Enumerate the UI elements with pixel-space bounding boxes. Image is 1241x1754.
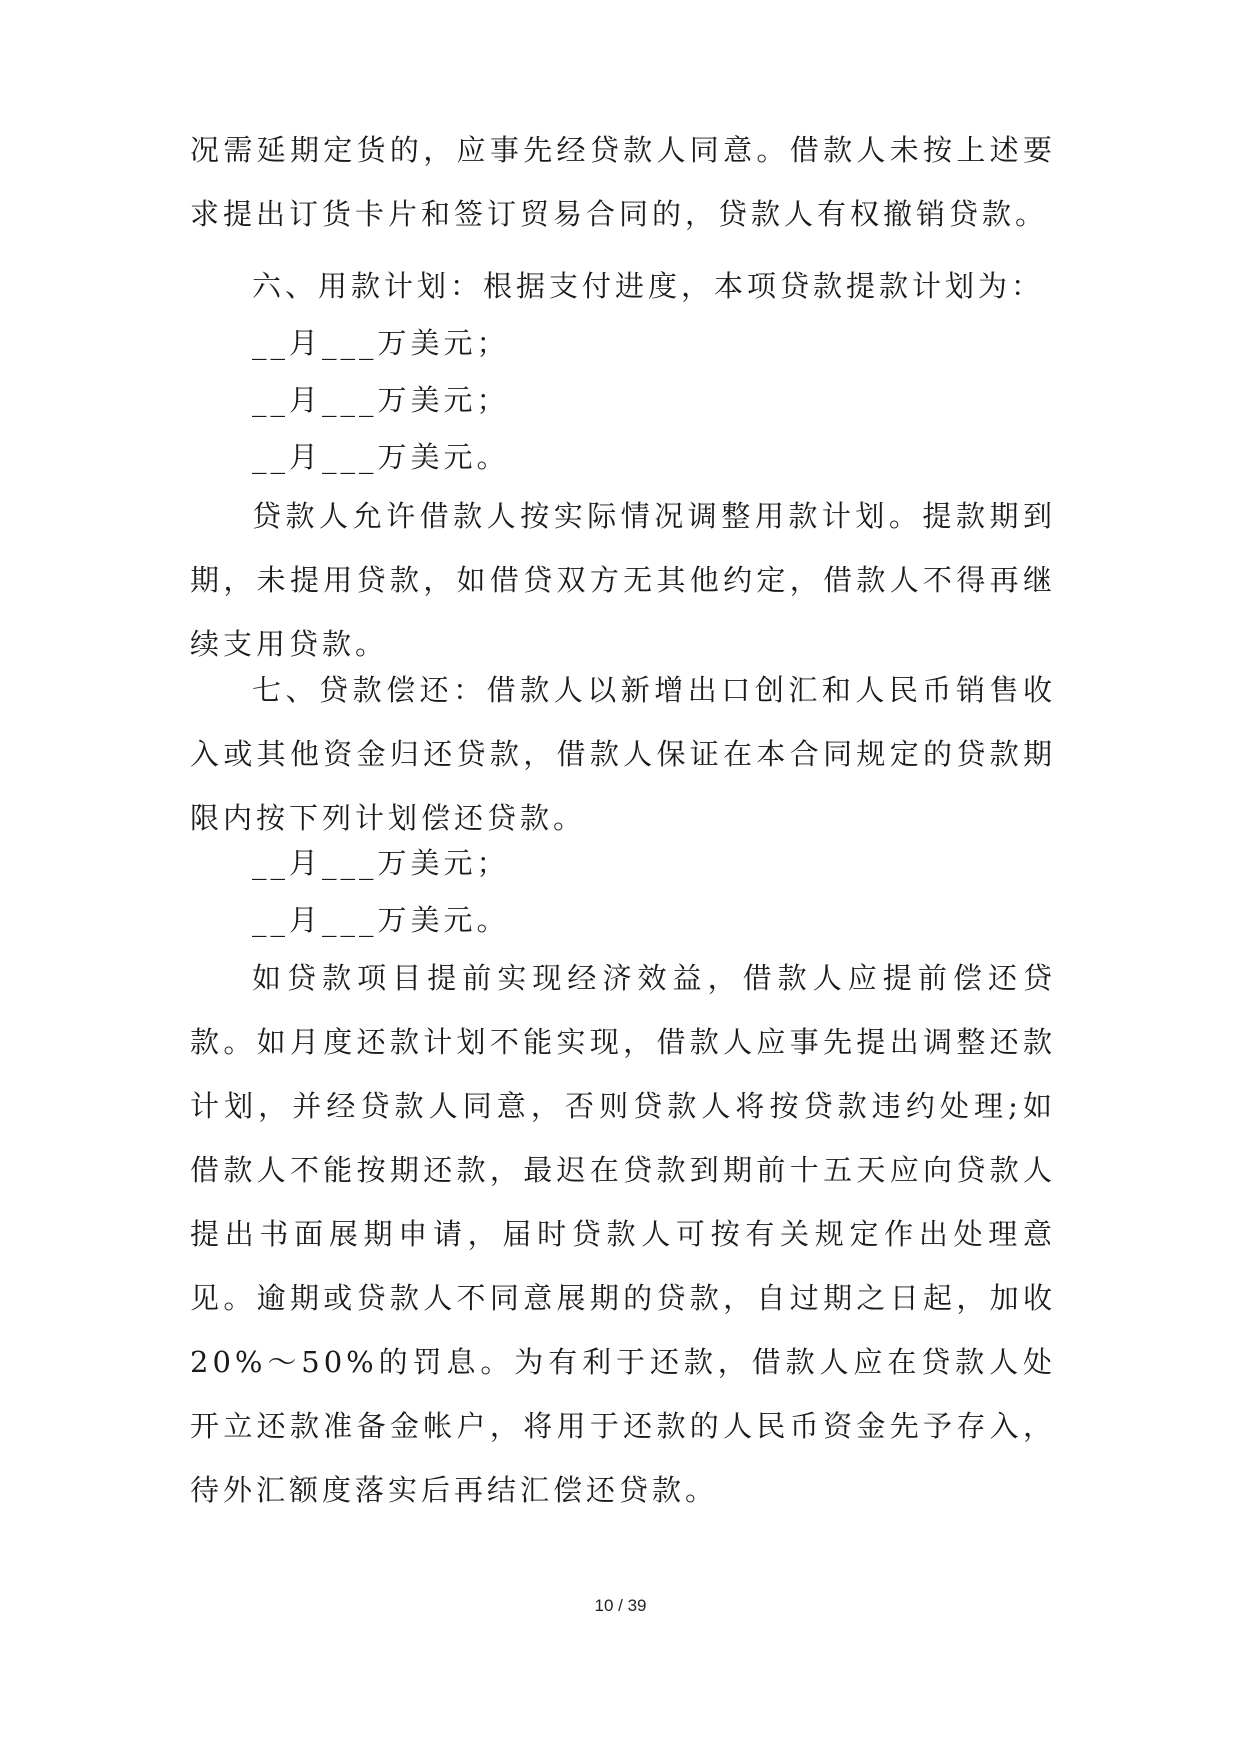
paragraph-continuation-ordering: 况需延期定货的，应事先经贷款人同意。借款人未按上述要求提出订货卡片和签订贸易合同的，贷款人有权撤销贷款。 — [190, 133, 1056, 231]
repayment-item-2: __月___万美元。 — [252, 903, 510, 937]
drawdown-item-1: __月___万美元； — [252, 326, 510, 360]
drawdown-item-3: __月___万美元。 — [252, 440, 510, 474]
drawdown-item-2: __月___万美元； — [252, 383, 510, 417]
paragraph-plan-adjustment: 贷款人允许借款人按实际情况调整用款计划。提款期到期，未提用贷款，如借贷双方无其他约定，借款人不得再继续支用贷款。 — [190, 499, 1056, 661]
paragraph-section-7-repayment: 七、贷款偿还：借款人以新增出口创汇和人民币销售收入或其他资金归还贷款，借款人保证在本合同规定的贷款期限内按下列计划偿还贷款。 — [190, 673, 1056, 835]
page-number: 10 / 39 — [594, 1596, 647, 1615]
paragraph-early-repayment-and-penalty: 如贷款项目提前实现经济效益，借款人应提前偿还贷款。如月度还款计划不能实现，借款人应事先提出调整还款计划，并经贷款人同意，否则贷款人将按贷款违约处理;如借款人不能按期还款，最迟在贷款到期前十五天应向贷款人提出书面展期申请，届时贷款人可按有关规定作出处理意见。逾期或贷款人不同意展期的贷款，自过期之日起，加收20%～50%的罚息。为有利于还款，借款人应在贷款人处开立还款准备金帐户，将用于还款的人民币资金先予存入，待外汇额度落实后再结汇偿还贷款。 — [190, 961, 1056, 1507]
repayment-item-1: __月___万美元； — [252, 846, 510, 880]
paragraph-section-6-drawdown-plan: 六、用款计划：根据支付进度，本项贷款提款计划为： — [252, 269, 1045, 303]
